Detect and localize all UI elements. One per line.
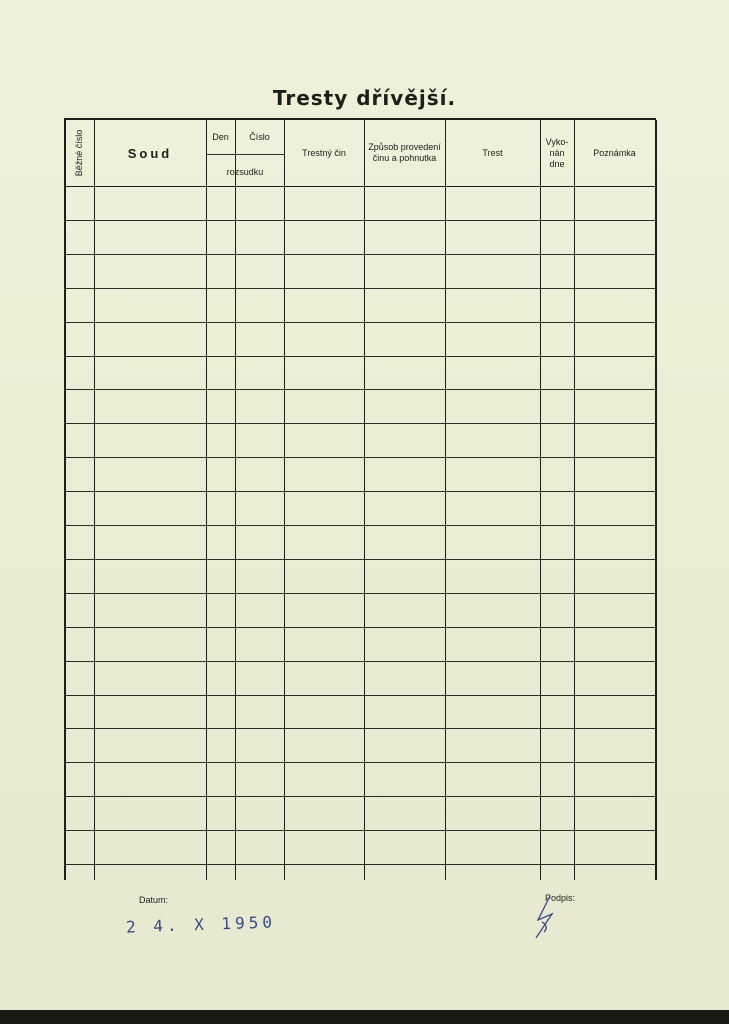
table-row-line: [64, 661, 656, 662]
header-note: Poznámka: [593, 147, 636, 158]
header-court: Soud: [127, 145, 173, 161]
records-table: [64, 118, 656, 880]
header-bottom-line: [64, 186, 656, 187]
header-method: Způsob provedení činu a pohnutka: [368, 142, 441, 163]
header-subdivider: [206, 154, 284, 155]
column-divider: [284, 120, 285, 880]
table-row-line: [64, 525, 656, 526]
table-row-line: [64, 762, 656, 763]
column-divider: [206, 120, 207, 880]
table-row-line: [64, 864, 656, 865]
table-row-line: [64, 728, 656, 729]
page-bottom-edge: [0, 1010, 729, 1024]
table-border-left: [64, 120, 66, 880]
column-divider: [94, 120, 95, 880]
column-divider-day: [235, 186, 236, 880]
table-row-line: [64, 491, 656, 492]
table-row-line: [64, 322, 656, 323]
signature-label: Podpis:: [545, 893, 576, 903]
table-row-line: [64, 254, 656, 255]
table-row-line: [64, 627, 656, 628]
table-row-line: [64, 389, 656, 390]
header-served: Vyko- nán dne: [545, 136, 569, 169]
table-row-line: [64, 559, 656, 560]
column-divider: [445, 120, 446, 880]
signature-mark: [528, 892, 568, 942]
table-row-line: [64, 356, 656, 357]
column-divider: [364, 120, 365, 880]
column-divider: [540, 120, 541, 880]
header-sentence: Trest: [482, 147, 503, 158]
header-day: Den: [212, 132, 229, 142]
date-label: Datum:: [139, 895, 169, 905]
table-row-line: [64, 288, 656, 289]
header-offense: Trestný čin: [302, 147, 346, 158]
table-row-line: [64, 830, 656, 831]
table-row-line: [64, 796, 656, 797]
table-row-line: [64, 220, 656, 221]
table-row-line: [64, 457, 656, 458]
table-row-line: [64, 695, 656, 696]
table-border-right: [655, 120, 657, 880]
column-divider: [574, 120, 575, 880]
header-index: Běžné číslo: [74, 129, 84, 177]
header-judgment: rozsudku: [226, 167, 264, 177]
table-row-line: [64, 423, 656, 424]
date-stamp: 2 4. X 1950: [125, 912, 277, 937]
page-title: Tresty dřívější.: [272, 86, 457, 110]
header-number: Číslo: [249, 132, 270, 142]
table-row-line: [64, 593, 656, 594]
